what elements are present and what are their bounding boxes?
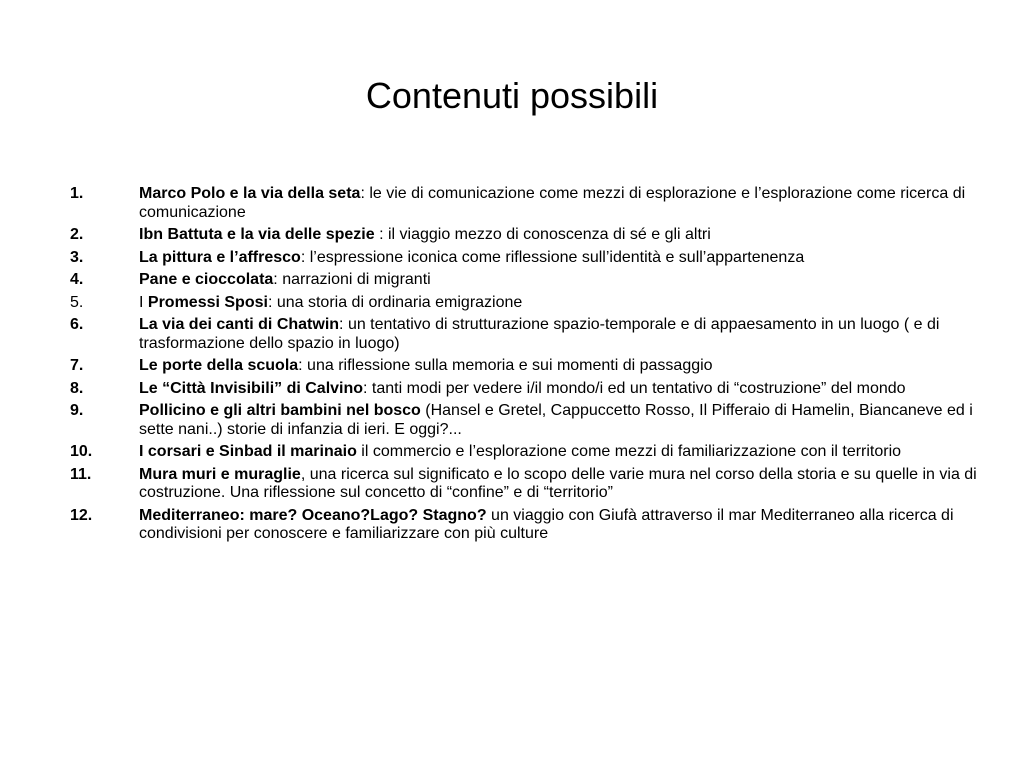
item-text	[139, 380, 980, 399]
item-heading: Le “Città Invisibili” di Calvino	[139, 379, 364, 397]
item-text	[139, 294, 980, 313]
item-number: 9.	[70, 402, 84, 419]
item-heading: Le porte della scuola	[139, 357, 299, 374]
item-heading: I corsari e Sinbad il marinaio	[139, 443, 357, 460]
item-description: il commercio e l’esplorazione come mezzi di familiarizzazione con il territorio	[356, 443, 902, 460]
item-description: : un tentativo di strutturazione spazio-temporale e di appaesamento in un luogo ( e di trasformazione dello spazio in luogo)	[139, 316, 940, 352]
item-description: : tanti modi per vedere i/il mondo/i ed un tentativo di “costruzione” del mondo	[363, 379, 906, 397]
item-description: : una storia di ordinaria emigrazione	[267, 293, 523, 311]
item-heading: Pollicino e gli altri bambini nel bosco	[139, 402, 421, 419]
item-number: 12.	[70, 506, 93, 524]
item-heading: Pane e cioccolata	[139, 271, 274, 288]
item-text	[139, 507, 980, 544]
item-number: 8.	[70, 379, 84, 397]
list-item	[70, 271, 980, 290]
list-item	[70, 294, 980, 313]
item-description: : l’espressione iconica come riflessione sull’identità e sull’appartenenza	[300, 248, 805, 266]
list-item	[70, 443, 980, 462]
item-number: 11.	[70, 465, 92, 483]
item-description: : narrazioni di migranti	[273, 271, 431, 288]
item-number: 5.	[70, 293, 84, 311]
list-item	[70, 466, 980, 503]
topics-list	[70, 185, 980, 548]
item-heading: La pittura e l’affresco	[139, 248, 301, 266]
item-description: , una ricerca sul significato e lo scopo delle varie mura nel corso della storia e su quelle in via di costruzione. Una riflessione sul concetto di “confine” e di “territorio”	[139, 465, 977, 501]
item-description: : una riflessione sulla memoria e sui momenti di passaggio	[298, 357, 713, 374]
item-heading: Marco Polo e la via della seta	[139, 185, 361, 202]
item-number: 4.	[70, 271, 84, 288]
item-text	[139, 226, 980, 245]
item-description: : il viaggio mezzo di conoscenza di sé e gli altri	[374, 226, 711, 243]
item-number: 3.	[70, 248, 84, 266]
item-heading: Ibn Battuta e la via delle spezie	[139, 226, 375, 243]
item-text	[139, 402, 980, 439]
item-heading: Promessi Sposi	[147, 293, 268, 311]
list-item	[70, 402, 980, 439]
item-number: 1.	[70, 185, 84, 202]
item-description: : le vie di comunicazione come mezzi di esplorazione e l’esplorazione come ricerca di comunicazione	[139, 185, 966, 221]
item-heading: La via dei canti di Chatwin	[139, 316, 340, 333]
list-item	[70, 226, 980, 245]
item-text	[139, 443, 980, 462]
item-description: un viaggio con Giufà attraverso il mar Mediterraneo alla ricerca di condivisioni per conoscere e familiarizzare con più culture	[139, 506, 954, 542]
list-item	[70, 507, 980, 544]
item-description: (Hansel e Gretel, Cappuccetto Rosso, Il Pifferaio di Hamelin, Biancaneve ed i sette nani..) storie di infanzia di ieri. E oggi?...	[139, 402, 973, 438]
list-item	[70, 185, 980, 222]
item-text	[139, 185, 980, 222]
item-text	[139, 466, 980, 503]
item-text	[139, 271, 980, 290]
slide-title: Contenuti possibili	[365, 75, 659, 116]
item-text	[139, 316, 980, 353]
item-prefix: I	[139, 293, 148, 311]
item-heading: Mura muri e muraglie	[139, 465, 301, 483]
item-number: 10.	[70, 443, 93, 460]
list-item	[70, 357, 980, 376]
item-number: 2.	[70, 226, 84, 243]
item-text	[139, 249, 980, 268]
item-number: 6.	[70, 316, 84, 333]
item-number: 7.	[70, 357, 84, 374]
list-item	[70, 380, 980, 399]
list-item	[70, 249, 980, 268]
item-heading: Mediterraneo: mare? Oceano?Lago? Stagno?	[139, 506, 487, 524]
list-item	[70, 316, 980, 353]
item-text	[139, 357, 980, 376]
